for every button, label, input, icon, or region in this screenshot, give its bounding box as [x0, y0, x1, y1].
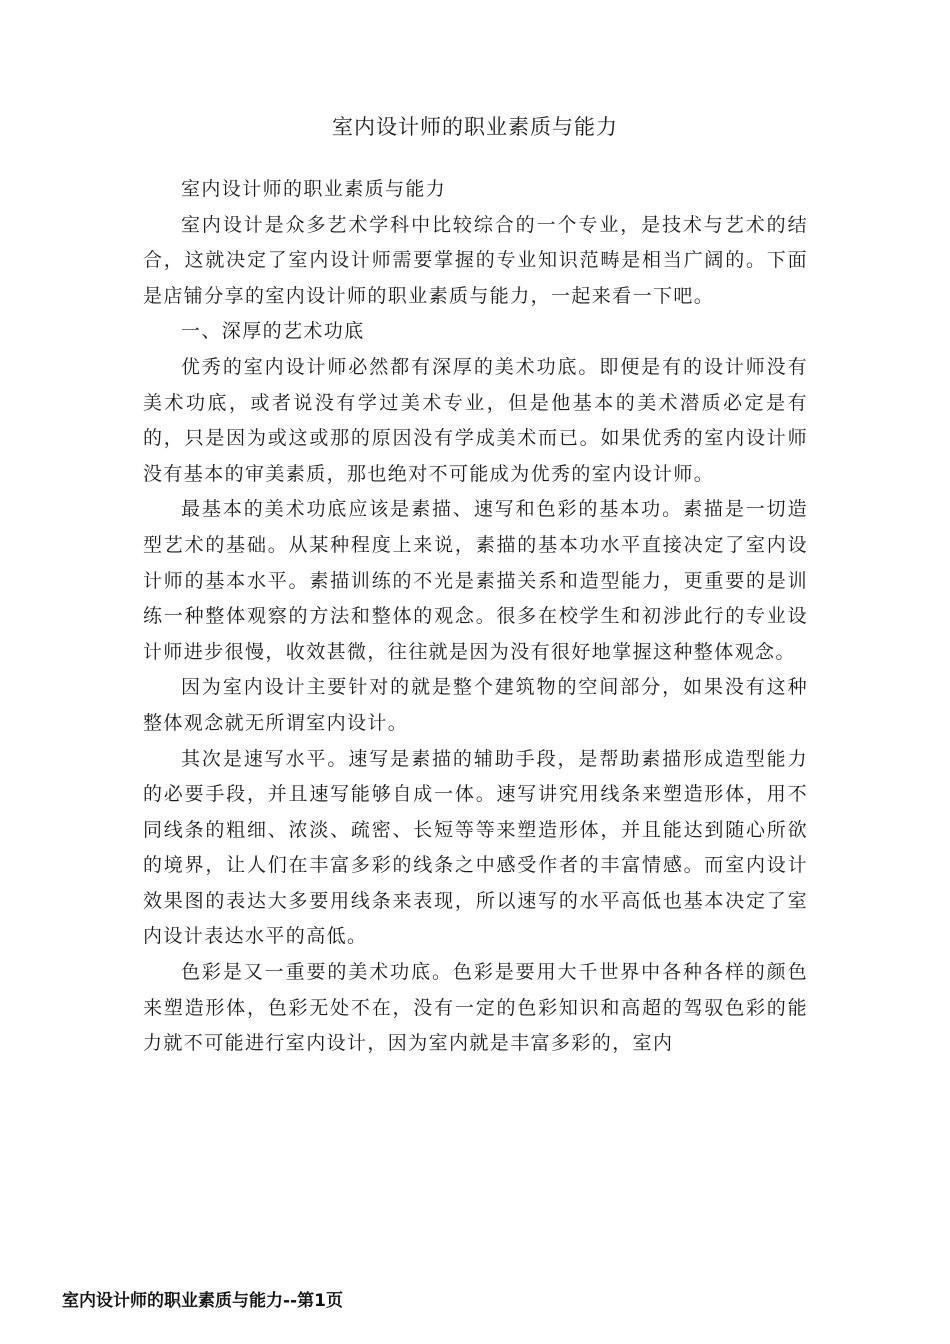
paragraph-intro: 室内设计是众多艺术学科中比较综合的一个专业，是技术与艺术的结合，这就决定了室内设计师需要掌握的专业知识范畴是相当广阔的。下面是店铺分享的室内设计师的职业素质与能力，一起来看一下吧。: [143, 213, 808, 307]
paragraph: 因为室内设计主要针对的就是整个建筑物的空间部分，如果没有这种整体观念就无所谓室内设计。: [143, 676, 808, 734]
paragraph: 色彩是又一重要的美术功底。色彩是要用大千世界中各种各样的颜色来塑造形体，色彩无处不在，没有一定的色彩知识和高超的驾驭色彩的能力就不可能进行室内设计，因为室内就是丰富多彩的，室内: [143, 961, 808, 1055]
document-title: 室内设计师的职业素质与能力: [332, 115, 618, 139]
paragraph-subtitle: 室内设计师的职业素质与能力: [181, 178, 447, 200]
paragraph: 优秀的室内设计师必然都有深厚的美术功底。即便是有的设计师没有美术功底，或者说没有学过美术专业，但是他基本的美术潜质必定是有的，只是因为或这或那的原因没有学成美术而已。如果优秀的室内设计师没有基本的审美素质，那也绝对不可能成为优秀的室内设计师。: [143, 355, 808, 485]
page-footer: 室内设计师的职业素质与能力--第1页: [62, 1291, 343, 1311]
document-body: [143, 172, 808, 1062]
paragraph: 最基本的美术功底应该是素描、速写和色彩的基本功。素描是一切造型艺术的基础。从某种程度上来说，素描的基本功水平直接决定了室内设计师的基本水平。素描训练的不光是素描关系和造型能力，更重要的是训练一种整体观察的方法和整体的观念。很多在校学生和初涉此行的专业设计师进步很慢，收效甚微，往往就是因为没有很好地掌握这种整体观念。: [143, 498, 808, 663]
paragraph: 其次是速写水平。速写是素描的辅助手段，是帮助素描形成造型能力的必要手段，并且速写能够自成一体。速写讲究用线条来塑造形体，用不同线条的粗细、浓淡、疏密、长短等等来塑造形体，并且能达到随心所欲的境界，让人们在丰富多彩的线条之中感受作者的丰富情感。而室内设计效果图的表达大多要用线条来表现，所以速写的水平高低也基本决定了室内设计表达水平的高低。: [143, 747, 808, 948]
section-heading: 一、深厚的艺术功底: [181, 320, 365, 343]
